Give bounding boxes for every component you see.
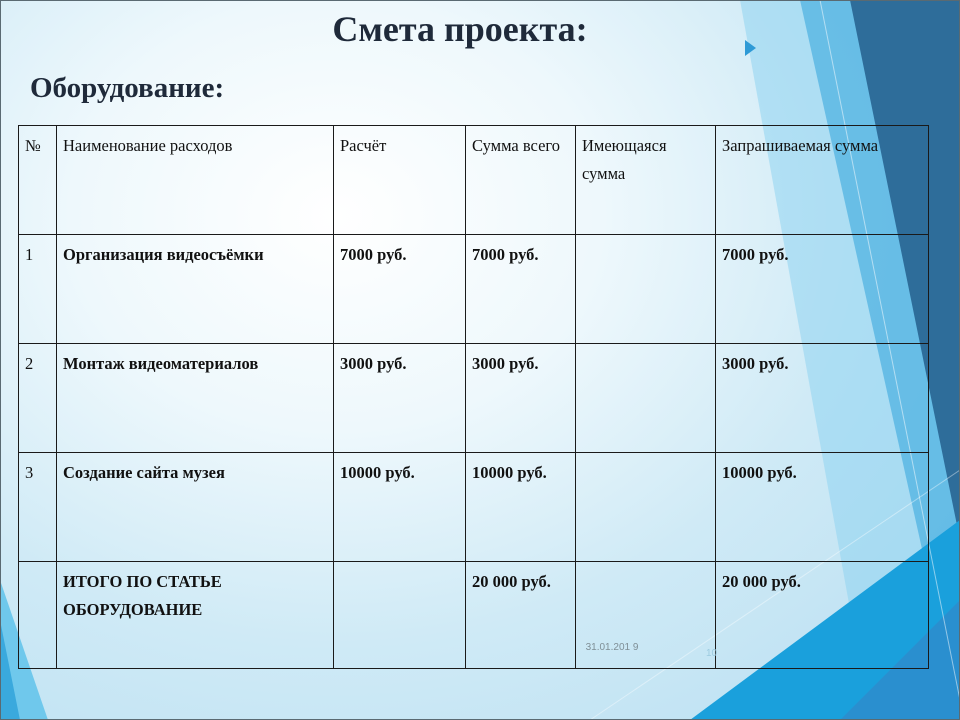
cell-name: Организация видеосъёмки (57, 235, 334, 344)
cell-available (576, 235, 716, 344)
cell-total: 7000 руб. (466, 235, 576, 344)
cell-num (19, 562, 57, 669)
table-header-row (19, 126, 929, 235)
cell-num: 1 (19, 235, 57, 344)
cell-num: 3 (19, 453, 57, 562)
budget-table (18, 125, 929, 669)
cell-calc: 7000 руб. (334, 235, 466, 344)
footer-date: 31.01.201 9 (585, 642, 639, 653)
cell-available (576, 344, 716, 453)
table-row (19, 235, 929, 344)
table-row (19, 344, 929, 453)
table-total-row (19, 562, 929, 669)
cell-num: 2 (19, 344, 57, 453)
cell-requested: 7000 руб. (716, 235, 929, 344)
cell-available (576, 453, 716, 562)
cell-total: 20 000 руб. (466, 562, 576, 669)
cell-name: Монтаж видеоматериалов (57, 344, 334, 453)
header-cell-available: Имеющаяся сумма (576, 126, 716, 235)
cell-total: 10000 руб. (466, 453, 576, 562)
cell-calc (334, 562, 466, 669)
header-cell-name: Наименование расходов (57, 126, 334, 235)
page-number: 10 (706, 648, 718, 659)
header-cell-calc: Расчёт (334, 126, 466, 235)
table-row (19, 453, 929, 562)
section-subtitle: Оборудование: (30, 72, 225, 104)
header-cell-requested: Запрашиваемая сумма (716, 126, 929, 235)
cell-requested: 20 000 руб. (716, 562, 929, 669)
slide-title: Смета проекта: (332, 9, 588, 49)
cell-name: ИТОГО ПО СТАТЬЕ ОБОРУДОВАНИЕ (57, 562, 334, 669)
cell-calc: 3000 руб. (334, 344, 466, 453)
cell-name: Создание сайта музея (57, 453, 334, 562)
cell-calc: 10000 руб. (334, 453, 466, 562)
header-cell-total: Сумма всего (466, 126, 576, 235)
header-cell-num: № (19, 126, 57, 235)
cell-requested: 3000 руб. (716, 344, 929, 453)
cell-total: 3000 руб. (466, 344, 576, 453)
cell-requested: 10000 руб. (716, 453, 929, 562)
